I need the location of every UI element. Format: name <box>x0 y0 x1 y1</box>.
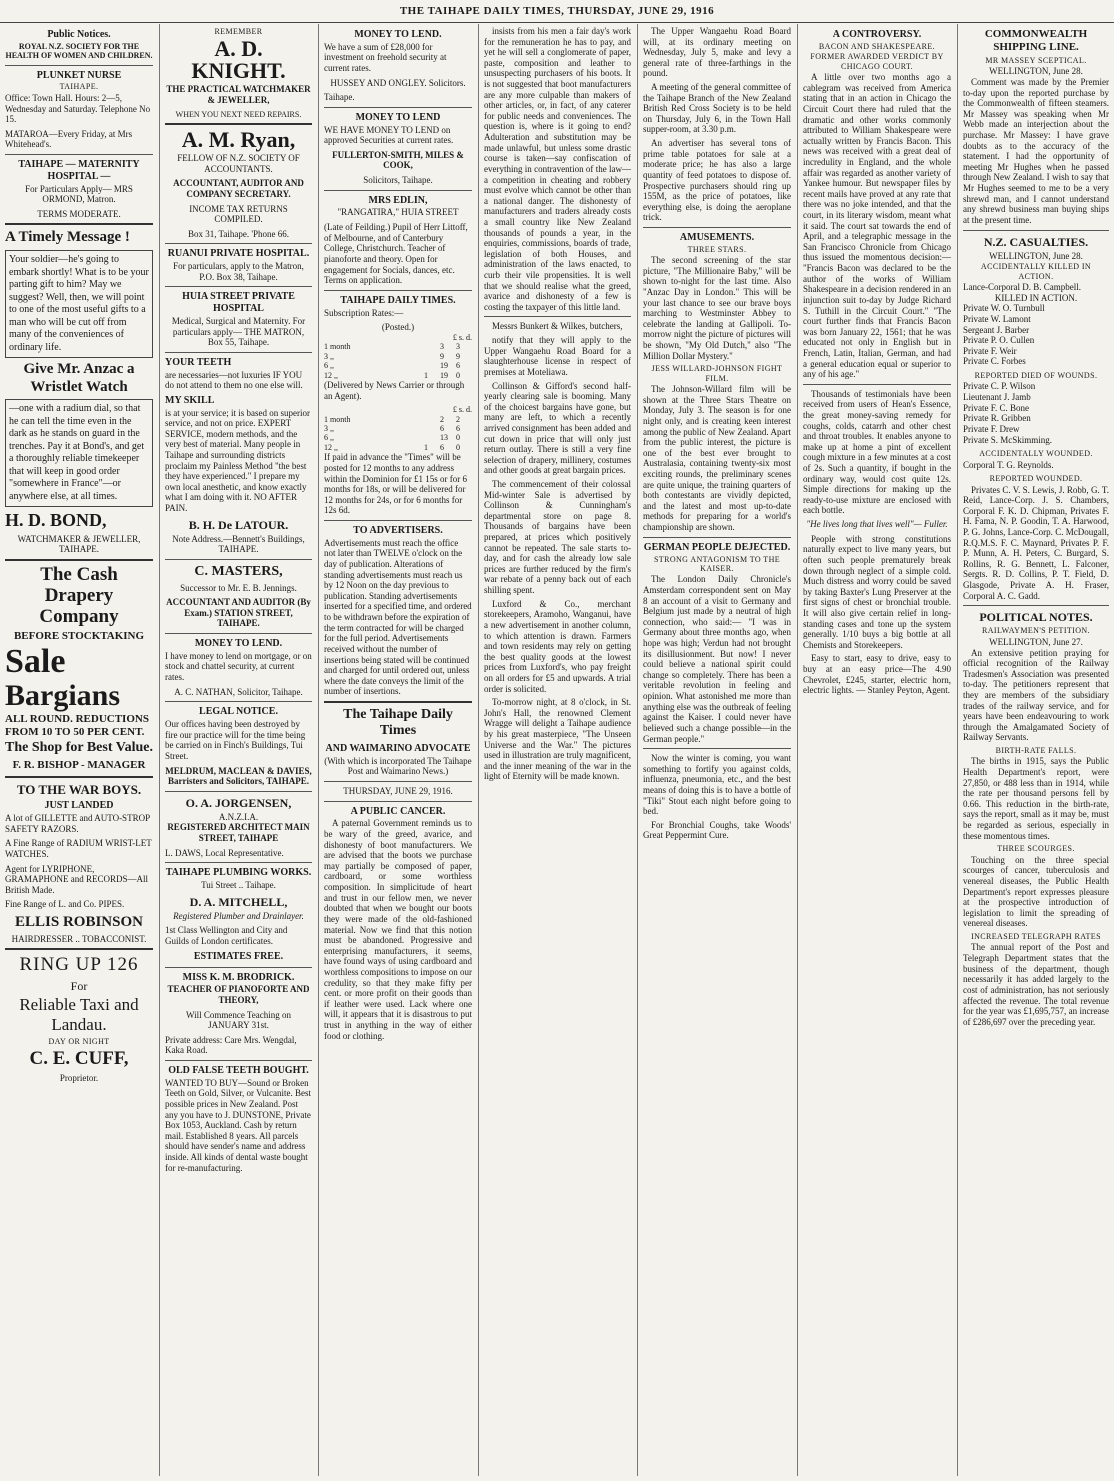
advance-terms: If paid in advance the "Times" will be posted for 12 months to any address within the Dominion for £1 15s or for 6 months for 18s, or will be delivered for 12 months for 24s, or for 6 months for 12s 6d. <box>324 452 467 516</box>
list-item: Private R. Gribben <box>963 413 1031 424</box>
column-7 <box>958 26 1114 1474</box>
potatoes-notice: An advertiser has several tons of prime table potatoes for sale at a moderate price; he has also a large quantity of feed potatoes to dispose of. Prospective purchasers should ring up 155M, as the price of potatoes, like everything else, is doing the aeroplane trick. <box>643 138 791 223</box>
divider <box>165 559 312 560</box>
shop-best-value: The Shop for Best Value. <box>5 740 153 756</box>
address-note: Note Address.—Bennett's Buildings, TAIHAPE. <box>172 533 305 555</box>
masters-role: ACCOUNTANT AND AUDITOR (By Exam.) STATION STREET, TAIHAPE. <box>166 597 311 629</box>
list-item: Private P. O. Cullen <box>963 335 1035 346</box>
reliable-taxi: Reliable Taxi and Landau. <box>19 994 139 1034</box>
ellis-trade: HAIRDRESSER .. TOBACCONIST. <box>11 933 147 944</box>
german-people-body: The London Daily Chronicle's Amsterdam correspondent sent on May 8 an account of a visit to Germany and Belgium just made by a neutral of high connection, who said:— "I was in Germany about three months ago, when hope was high; Verdun had not brought its disillusionment. But now! I never could believe a national spirit could change so completely. There has been a veritable revolution in feeling and opinion. What astonished me more than anything else was the outbreak of feeling against the Kaiser. I could never have believed such a change possible—in the German people." <box>643 574 791 744</box>
rate-shillings: 3 <box>440 342 444 352</box>
list-item: Lance-Corporal D. B. Campbell. <box>963 282 1081 293</box>
divider <box>165 701 312 702</box>
column-1 <box>0 26 158 1474</box>
cuff-role: Proprietor. <box>59 1072 99 1083</box>
estimates-free: ESTIMATES FREE. <box>193 950 284 962</box>
brodrick-role: TEACHER OF PIANOFORTE AND THEORY, <box>167 984 310 1005</box>
telegraph-rates-heading: INCREASED TELEGRAPH RATES <box>971 932 1101 942</box>
fight-film-heading: JESS WILLARD-JOHNSON FIGHT FILM. <box>651 364 783 383</box>
sale-heading: Sale <box>5 642 66 680</box>
died-of-wounds-list <box>963 381 1109 445</box>
divider <box>963 605 1109 606</box>
list-item: Private S. McSkimming. <box>963 434 1053 445</box>
brodrick-address: Private address: Care Mrs. Wengdal, Kaka Road. <box>165 1034 297 1056</box>
red-cross-notice: A meeting of the general committee of the Taihape Branch of the New Zealand British Red Cross Society is to be held on Thursday, July 6, in the Town Hall supper-room, at 3.30 p.m. <box>643 82 791 135</box>
rate-shillings: 13 <box>440 433 448 443</box>
money-to-lend-heading: MONEY TO LEND. <box>354 29 442 40</box>
divider <box>643 227 791 228</box>
shipping-line-body: Comment was made by the Premier to-day upon the reported purchase by the Commonwealth of fifteen steamers. Mr Massey was speaking when Mr Webb made an interjection about the purchase. Mr Massey: I have grave doubts as to the accuracy of the statement. I had the opportunity of meeting Mr Hughes when he passed through New Zealand. I wish to say that Mr Hughes seemed to me to be a very shrewd man, and I cannot understand any shrewd business man buying ships at the present time. <box>963 76 1109 225</box>
hussey-signature: HUSSEY AND ONGLEY. Solicitors. <box>330 77 466 88</box>
day-night: DAY OR NIGHT <box>48 1036 110 1046</box>
wellington-dateline: WELLINGTON, June 28. <box>989 66 1083 77</box>
daws-representative: L. DAWS, Local Representative. <box>165 847 284 858</box>
terms-moderate: TERMS MODERATE. <box>37 208 121 219</box>
false-teeth-heading: OLD FALSE TEETH BOUGHT. <box>168 1064 309 1076</box>
rate-pence: 3 <box>456 342 460 352</box>
column-6 <box>798 26 956 1474</box>
war-boys-heading: TO THE WAR BOYS. <box>16 781 142 797</box>
reported-wounded-heading: REPORTED WOUNDED. <box>989 474 1083 484</box>
divider <box>324 107 472 108</box>
rate-term: 12 ,, <box>324 370 338 380</box>
fight-film-body: The Johnson-Willard film will be shown at the Three Stars Theatre on Monday, July 3. The season is for one night only, and is creating keen interest among the public of New Zealand. Apart from the public interest, the picture is one of the best ever brought to Australasia, containing twenty-six most exciting rounds, the preliminary scenes are quite unique, the training quarters of both contestants are vividly depicted, and the latest and most up-to-date methods for preparing for a world's championship are shown. <box>643 384 791 533</box>
rate-term: 6 ,, <box>324 361 334 371</box>
stocktaking-heading: BEFORE STOCKTAKING <box>13 629 145 642</box>
masters-name: C. MASTERS, <box>194 564 283 580</box>
anzac-watch-body: —one with a radium dial, so that he can tell the time even in the dark as he stands on guard in the trenches. Pay it at Bond's, and get a thoroughly reliable timekeeper that will keep in good order "somewhere in France"—or anywhere else, at all times. <box>5 399 153 507</box>
lyriphone-text: Agent for LYRIPHONE, GRAMAPHONE and RECORDS—All British Made. <box>5 863 149 895</box>
rates-posted-table <box>324 333 472 380</box>
list-item: Private W. Lamont <box>963 313 1031 324</box>
rate-term: 3 ,, <box>324 351 334 361</box>
bond-trade: WATCHMAKER & JEWELLER, TAIHAPE. <box>17 533 141 555</box>
jorgensen-qualification: A.N.Z.I.A. <box>218 811 259 822</box>
divider <box>324 701 472 703</box>
ring-up-heading: RING UP 126 <box>19 954 139 976</box>
collinson-gifford-sale: Collinson & Gifford's second half-yearly clearing sale is booming. Many of the choicest bargains have gone, but many are left, to which a recently arrived consignment has been added and cut down in price that will only just return outlay. There is still a very fine selection of drapery, millinery, costumes and other goods at great bargain prices. <box>484 380 631 476</box>
rate-pounds: 1 <box>424 370 428 380</box>
birth-rate-heading: BIRTH-RATE FALLS. <box>995 746 1077 755</box>
hussey-town: Taihape. <box>324 92 355 103</box>
divider <box>165 633 312 634</box>
maternity-hospital-body: For Particulars Apply— MRS ORMOND, Matron. <box>25 183 133 205</box>
german-people-heading: GERMAN PEOPLE DEJECTED. <box>643 541 791 553</box>
rate-pounds <box>424 352 440 361</box>
radium-watches-text: A Fine Range of RADIUM WRIST-LET WATCHES. <box>5 838 152 859</box>
money-header: £ s. d. <box>452 332 472 342</box>
bishop-manager: F. R. BISHOP - MANAGER <box>12 758 146 771</box>
knight-trade: THE PRACTICAL WATCHMAKER & JEWELLER, <box>166 84 311 106</box>
road-board-notice: The Upper Wangaehu Road Board will, at its ordinary meeting on Wednesday, July 5, make and levy a general rate of three-farthings in the pound. <box>643 26 791 79</box>
casualties-dateline: WELLINGTON, June 28. <box>989 250 1083 261</box>
money-to-lend-2-body: WE HAVE MONEY TO LEND on approved Securities at current rates. <box>324 124 454 146</box>
timely-message-heading: A Timely Message ! <box>5 229 130 246</box>
list-item: Private C. P. Wilson <box>963 381 1036 392</box>
paper-title: The Taihape Daily Times <box>343 706 453 739</box>
amusements-heading: AMUSEMENTS. <box>679 231 755 243</box>
list-item: Private W. O. Turnbull <box>963 303 1045 314</box>
midwinter-sale: The commencement of their colossal Mid-winter Sale is advertised by Collinson & Cunningham's departmental store on page 8. Thousands of bargains have been prepared, at prices which positively cannot be repeated. The sale starts to-day, and for cash the already low sale prices are further reduced by the firm's war rebate of a penny back out of each shilling spent. <box>484 478 631 596</box>
nathan-signature: A. C. NATHAN, Solicitor, Taihape. <box>174 686 303 697</box>
skill-heading: MY SKILL <box>165 394 215 406</box>
divider <box>165 243 312 244</box>
edlin-address: "RANGATIRA," HUIA STREET <box>337 207 459 218</box>
knight-note: WHEN YOU NEXT NEED REPAIRS. <box>175 109 302 119</box>
fullerton-role: Solicitors, Taihape. <box>363 175 433 186</box>
lung-preserver-notice: People with strong constitutions naturally expect to live many years, but often such people prematurely break down through neglect of a simple cold. Much distress and worry could be saved by taking Baxter's Lung Preserver at the first signs of chest or bronchial trouble. It will also give certain relief in long-standing cases and tone up the system generally. 1/10 buys a big bottle at all Chemists and Storekeepers. <box>803 533 951 650</box>
accidentally-wounded-body: Corporal T. G. Reynolds. <box>963 459 1054 470</box>
ruanui-heading: RUANUI PRIVATE HOSPITAL. <box>167 248 310 260</box>
delatour-name: B. H. De LATOUR. <box>188 517 289 532</box>
edlin-name: MRS EDLIN, <box>368 194 428 206</box>
divider <box>324 781 472 782</box>
divider <box>165 352 312 353</box>
jorgensen-name: O. A. JORGENSEN, <box>185 795 292 810</box>
divider <box>324 190 472 191</box>
paper-subtitle: AND WAIMARINO ADVOCATE <box>325 742 471 754</box>
divider <box>165 286 312 287</box>
false-teeth-body: WANTED TO BUY—Sound or Broken Teeth on Gold, Silver, or Vulcanite. Best possible prices in New Zealand. Post any you have to J. DUNSTONE, Private Box 1053, Auckland. Cash by return mail. Established 8 years. All parcels should have sender's name and address inside. All kinds of dental waste bought for re-manufacturing. <box>165 1077 312 1173</box>
mitchell-certificates: 1st Class Wellington and City and Guilds of London certificates. <box>165 925 288 947</box>
mataroa-notice: MATAROA—Every Friday, at Mrs Whitehead's. <box>5 128 133 150</box>
verdict-subheading: FORMER AWARDED VERDICT BY CHICAGO COURT. <box>810 52 944 71</box>
maternity-hospital-heading: TAIHAPE — MATERNITY HOSPITAL — <box>18 158 140 182</box>
public-cancer-heading: A PUBLIC CANCER. <box>350 805 446 817</box>
list-item: Private F. C. Bone <box>963 402 1030 413</box>
delivered-label: (Delivered by News Carrier or through an Agent). <box>324 379 465 401</box>
rate-pence: 0 <box>456 433 460 443</box>
column-2 <box>160 26 317 1474</box>
killed-list <box>963 282 1109 367</box>
column-5 <box>638 26 796 1474</box>
money-to-lend-heading: MONEY TO LEND. <box>194 638 283 650</box>
shipping-line-heading: COMMONWEALTH SHIPPING LINE. <box>984 28 1088 53</box>
rate-pence: 6 <box>456 361 460 371</box>
rate-pence: 0 <box>456 442 460 452</box>
money-to-lend-body: We have a sum of £28,000 for investment on freehold security at current rates. <box>324 41 447 74</box>
just-landed-heading: JUST LANDED <box>44 800 114 812</box>
divider <box>165 123 312 125</box>
rate-pounds: 1 <box>424 442 428 452</box>
divider <box>324 290 472 291</box>
killed-heading: ACCIDENTALLY KILLED IN ACTION. <box>980 262 1092 281</box>
chevrolet-notice: Easy to start, easy to drive, easy to buy at an easy price—The 4.90 Chevrolet, £245, starter, electric horn, electric lights. — Stanley Peyton, Agent. <box>803 653 951 696</box>
divider <box>5 559 153 561</box>
divider <box>165 967 312 968</box>
divider <box>324 801 472 802</box>
rate-pounds <box>424 342 440 351</box>
legal-notice-body: Our offices having been destroyed by fire our practice will for the time being be carried on in Finch's Buildings, Tui Street. <box>165 719 306 761</box>
rate-shillings: 2 <box>440 414 444 424</box>
divider <box>165 791 312 792</box>
for-text: For <box>70 978 88 993</box>
ruanui-body: For particulars, apply to the Matron, P.O. Box 38, Taihape. <box>173 261 304 282</box>
mitchell-name: D. A. MITCHELL, <box>189 894 288 909</box>
rate-pence: 6 <box>456 424 460 434</box>
telegraph-rates-body: The annual report of the Post and Telegraph Department states that the business of the department, though necessarily it has added largely to the cost of administration, has not seriously affected the revenue. The total revenue for the year was £1,695,757, an increase of £286,697 over the preceding year. <box>963 942 1109 1027</box>
railwaymen-heading: RAILWAYMEN'S PETITION. <box>981 626 1090 636</box>
meldrum-firm: MELDRUM, MACLEAN & DAVIES, Barristers and Solicitors, TAIHAPE. <box>165 765 312 787</box>
reductions-text: ALL ROUND. REDUCTIONS FROM 10 TO 50 PER CENT. <box>5 712 149 738</box>
ryan-role: ACCOUNTANT, AUDITOR AND COMPANY SECRETARY. <box>173 178 304 199</box>
plumbing-heading: TAIHAPE PLUMBING WORKS. <box>165 867 312 879</box>
rate-pounds <box>424 433 440 442</box>
remember-label: REMEMBER <box>214 27 263 36</box>
huia-heading: HUIA STREET PRIVATE HOSPITAL <box>182 291 295 315</box>
rate-shillings: 19 <box>440 370 448 380</box>
knight-name: A. D. KNIGHT. <box>191 36 286 84</box>
divider <box>5 65 153 66</box>
rate-term: 3 ,, <box>324 424 334 434</box>
posted-label: (Posted.) <box>381 322 415 333</box>
money-to-lend-2-heading: MONEY TO LEND <box>355 111 441 123</box>
divider <box>963 230 1109 231</box>
ryan-fellow: FELLOW OF N.Z. SOCIETY OF ACCOUNTANTS. <box>177 153 300 174</box>
rate-term: 1 month <box>324 342 351 352</box>
three-scourges-heading: THREE SCOURGES. <box>997 844 1075 854</box>
bacon-shakespeare-heading: BACON AND SHAKESPEARE. <box>818 41 936 51</box>
rate-term: 1 month <box>324 414 351 424</box>
teeth-body: are necessaries—not luxuries IF YOU do not attend to them no one else will. <box>165 369 303 391</box>
mitchell-role: Registered Plumber and Drainlayer. <box>173 910 304 921</box>
divider <box>5 223 153 225</box>
brodrick-name: MISS K. M. BRODRICK. <box>182 971 295 983</box>
rate-pounds <box>424 415 440 424</box>
political-dateline: WELLINGTON, June 27. <box>989 636 1083 647</box>
brodrick-body: Will Commence Teaching on JANUARY 31st. <box>185 1009 292 1031</box>
cuff-name: C. E. CUFF, <box>29 1048 129 1070</box>
divider <box>324 520 472 521</box>
casualties-heading: N.Z. CASUALTIES. <box>983 234 1089 249</box>
ryan-box: Box 31, Taihape. 'Phone 66. <box>187 228 290 239</box>
divider <box>5 776 153 778</box>
plumbing-address: Tui Street .. Taihape. <box>201 880 276 891</box>
subscription-heading: TAIHAPE DAILY TIMES. <box>340 294 456 306</box>
died-of-wounds-heading: REPORTED DIED OF WOUNDS. <box>974 371 1098 381</box>
paper-incorporation: (With which is incorporated The Taihape Post and Waimarino News.) <box>324 755 472 777</box>
huia-body: Medical, Surgical and Maternity. For particulars apply— THE MATRON, Box 55, Taihape. <box>171 315 306 348</box>
rate-shillings: 6 <box>440 442 444 452</box>
ellis-robinson: ELLIS ROBINSON <box>15 913 143 930</box>
jorgensen-role: REGISTERED ARCHITECT MAIN STREET, TAIHAPE <box>167 822 310 844</box>
public-notices-heading: Public Notices. <box>47 29 111 40</box>
rate-shillings: 6 <box>440 424 444 434</box>
royal-society-notice: ROYAL N.Z. SOCIETY FOR THE HEALTH OF WOMEN AND CHILDREN. <box>5 41 153 61</box>
controversy-heading: A CONTROVERSY. <box>832 29 922 40</box>
tiki-stout-notice: Now the winter is coming, you want something to fortify you against colds, influenza, pneumonia, etc., and the best means of doing this is to have a bottle of "Tiki" Stout each night before going to bed. <box>643 753 791 817</box>
fullerton-firm: FULLERTON-SMITH, MILES & COOK, <box>332 149 464 171</box>
advertisers-body: Advertisements must reach the office not later than TWELVE o'clock on the day of publication. Alterations of standing advertisements must reach us by 12 Noon on the day previous to publication. Standing advertisements inserted for a specified time, and ordered to be withdrawn before the expiration of the term contracted for will be charged for the full period. Advertisements received without the number of insertions being stated will be continued and charged for until ordered out, unless where the date conveys the limit of the number of insertions. <box>324 537 472 697</box>
cash-drapery-heading: The Cash Drapery Company <box>39 563 119 627</box>
editorial-continued: insists from his men a fair day's work for the remuneration he has to pay, and yet he will sell a conglomerate of paper, paste, composition and leather to unsuspecting purchasers of his boots. It is not suggested that boot manufacturers are any more culpable than makers of other articles, or, in fact, of any caterer for public needs and conveniences. The question is, where is it going to end? Adulteration and substitution may be made unlawful, but unless some drastic course is taken—say confiscation of everything in contravention of the law—a competition in cheating and robbery must evolve which cannot be other than a national danger. The dishonesty of manufacturers and traders already costs a small country like New Zealand thousands of pounds a year, in the enquiries, commissions, boards of trade, legislation of both Houses, and administration of the laws enacted, to curb their vile propensities. It is well that we should realise what the greed, avarice and dishonesty of a few is costing the taxpayer of this little land. <box>484 26 631 312</box>
divider <box>5 948 153 950</box>
reported-wounded-body: Privates C. V. S. Lewis, J. Robb, G. T. Reid, Lance-Corp. J. S. Chambers, Corporal F. K. D. Chipman, Privates F. H. Fama, N. P. Goodin, T. A. Harwood, P. G. Johns, Lance-Corp. C. McDougall, R.Q.M.S. F. C. Maynard, Privates P. F. P. Munn, A. H. Peters, C. Burgard, S. Rollins, R. G. Bennett, L. Falconer, Sergts. R. D. Collins, P. T. Field, D. Glasgode, Private A. H. Fraser, Corporal A. C. Gadd. <box>963 484 1109 601</box>
bargains-heading: Bargians <box>5 678 121 712</box>
german-people-subheading: STRONG ANTAGONISM TO THE KAISER. <box>653 554 781 573</box>
ryan-tax: INCOME TAX RETURNS COMPILED. <box>189 203 288 225</box>
rate-shillings: 19 <box>440 361 448 371</box>
money-to-lend-body: I have money to lend on mortgage, or on stock and chattel security, at current rates. <box>165 650 312 683</box>
anzac-watch-heading: Give Mr. Anzac a Wristlet Watch <box>23 361 135 395</box>
money-header: £ s. d. <box>452 405 472 415</box>
divider <box>643 748 791 749</box>
massey-sceptical: MR MASSEY SCEPTICAL. <box>985 55 1087 65</box>
legal-notice-heading: LEGAL NOTICE. <box>199 706 278 718</box>
pipes-text: Fine Range of L. and Co. PIPES. <box>5 899 125 910</box>
rate-term: 6 ,, <box>324 433 334 443</box>
list-item: Private F. Drew <box>963 423 1020 434</box>
column-3 <box>319 26 477 1474</box>
political-notes-heading: POLITICAL NOTES. <box>979 610 1093 625</box>
plunket-nurse-heading: PLUNKET NURSE <box>36 69 122 81</box>
birth-rate-body: The births in 1915, says the Public Health Department's report, were 27,850, or 488 less than in 1914, while the rate per thousand persons fell by 0.66. This reduction in the birth-rate, says the report, small as it may be, must be regarded as serious, especially in these momentous times. <box>963 756 1109 841</box>
list-item: Sergeant J. Barber <box>963 324 1030 335</box>
three-stars-heading: THREE STARS. <box>687 244 747 254</box>
divider <box>5 154 153 155</box>
list-item: Lieutenant J. Jamb <box>963 392 1031 403</box>
subscription-rates-label: Subscription Rates:— <box>324 307 404 318</box>
divider <box>803 384 951 385</box>
butchers-notice-lead: Messrs Bunkert & Wilkes, butchers, <box>492 321 623 332</box>
issue-date: THURSDAY, JUNE 29, 1916. <box>343 786 453 796</box>
divider <box>484 316 631 317</box>
three-scourges-body: Touching on the three special scourges of cancer, tuberculosis and venereal diseases, the Public Health Department's report expresses pleasure at the prospective introduction of legislation to limit the spreading of venereal diseases. <box>963 854 1109 929</box>
luxford-notice: Luxford & Co., merchant storekeepers, Aramoho, Wanganui, have a new advertisement in another column, to which attention is drawn. Farmers and town residents may rely on getting the best quality goods at the lowest prices from Luxford's, who pay freight on all orders for £5 and upwards. A trial order is solicited. <box>484 598 631 694</box>
three-stars-body: The second screening of the star picture, "The Millionaire Baby," will be shown to-night for the last time. Also "Anzac Day in London." This will be your last chance to see our brave boys marching to Westminster Abbey to celebrate the landing at Gallipoli. To-morrow night the picture of pictures will be shown, "My Old Dutch," also "The Million Dollar Mystery." <box>643 255 791 361</box>
list-item: Private C. Forbes <box>963 356 1026 367</box>
bacon-shakespeare-body: A little over two months ago a cablegram was received from America stating that in an action in Chicago the Circuit Court there had ruled that the dramatic and other works commonly attributed to William Shakespeare were actually written by Francis Bacon. This news was received with a great deal of incredulity in England, and the whole affair was regarded as another variety of Yankee humour. But newspaper files by recent mails have proved at any rate that there was no joke intended, and that the court, in its literary wisdom, meant what it said. The court sat towards the end of April, and a telegraphic message in the San Francisco Chronicle from Chicago thus issued the momentous decision:— "Francis Bacon was declared to be the author of the works of William Shakespeare in a decision rendered in an injunction suit to-day by Judge Richard S. Tuthill in the Circuit Court." "The court further finds that Francis Bacon was born January 22, 1561; that he was educated not only in English but in French, Latin, Italian, German, and had a general education equal or superior to any of his age." <box>803 72 951 380</box>
rate-pence: 0 <box>456 370 460 380</box>
edlin-body: (Late of Feilding.) Pupil of Herr Littoff, of Melbourne, and of Canterbury College, Christchurch. Teacher of pianoforte and theory. Open for engagement for Socials, dances, etc. Terms on application. <box>324 222 468 286</box>
rate-term: 12 ,, <box>324 442 338 452</box>
rate-pounds <box>424 424 440 433</box>
butchers-notice-body: notify that they will apply to the Upper Wangaehu Road Board for a slaughterhouse license in respect of premises at Moteliawa. <box>484 335 631 377</box>
divider <box>165 1060 312 1061</box>
rate-pence: 2 <box>456 414 460 424</box>
rates-delivered-table <box>324 405 472 452</box>
ryan-name: A. M. Ryan, <box>181 127 296 153</box>
railwaymen-body: An extensive petition praying for official recognition of the Railway Tradesmen's Association was presented to-day. The petitioners represent that they are members of the subsidiary trades of the railway service, and for years have been endeavouring to work through the Amalgamated Society of Railway Servants. <box>963 647 1109 743</box>
divider <box>165 862 312 863</box>
list-item: KILLED IN ACTION. <box>994 292 1078 303</box>
razors-text: A lot of GILLETTE and AUTO-STROP SAFETY RAZORS. <box>5 813 150 834</box>
rate-pence: 9 <box>456 351 460 361</box>
public-cancer-body: A paternal Government reminds us to be wary of the greed, avarice, and dishonesty of boot manufacturers. We are advised that the boots we purchase may partially be composed of paper, cardboard, or some worthless composition. In simplicitude of heart and trust in our fellow men, we never doubted that when we bought our boots they were made of the old-fashioned material. Now we find that this notion must be abandoned. Progressive and enterprising manufacturers, it seems, have found ways of using cardboard and worthless compositions to impose on our credulity, so that they make fifty per cent. or more profit on their goods than if leather were used. Lack where one will, it appears that it is disastrous to put trust in anything in the way of either food or clothing. <box>324 818 472 1041</box>
plunket-location: TAIHAPE. <box>59 82 99 92</box>
wragge-pictures: To-morrow night, at 8 o'clock, in St. John's Hall, the renowned Clement Wragge will delight a Taihape audience by his great masterpiece, "The Unseen Universe and the War." The pictures used in illustration are truly magnificent, and the inner meaning of the war in the light of Eternity will be made known. <box>484 697 631 782</box>
masthead: THE TAIHAPE DAILY TIMES, THURSDAY, JUNE 29, 1916 <box>0 0 1114 23</box>
teeth-heading: YOUR TEETH <box>165 356 232 368</box>
rate-pounds <box>424 361 440 370</box>
timely-message-body: Your soldier—he's going to embark shortly! What is to be your parting gift to him? May we suggest? Well, then, we will point to one of the most useful gifts to a man who will be cut off from many of the conveniences of ordinary life. <box>5 250 153 358</box>
list-item: Private F. Weir <box>963 345 1017 356</box>
divider <box>643 537 791 538</box>
plunket-hours: Office: Town Hall. Hours: 2—5, Wednesday and Saturday. Telephone No 15. <box>5 92 151 125</box>
heans-essence-notice: Thousands of testimonials have been received from users of Hean's Essence, the great money-saving remedy for coughs, colds, catarrh and other chest and throat troubles. It enables anyone to make up at home a pint of excellent cough mixture in a few minutes at a cost of 2s. Such a quantity, if bought in the ordinary way, would cost quite 12s. Simple directions for making up the ready-to-use mixture are enclosed with each bottle. <box>803 388 951 516</box>
bronchial-notice: For Bronchial Coughs, take Woods' Great Peppermint Cure. <box>643 819 791 841</box>
masters-successor: Successor to Mr. E. B. Jennings. <box>180 582 297 593</box>
accidentally-wounded-heading: ACCIDENTALLY WOUNDED. <box>979 449 1093 459</box>
column-4 <box>479 26 636 1474</box>
skill-body: is at your service; it is based on superior service, and not on price. EXPERT SERVICE, modern methods, and the very best of material. Many people in Taihape and surrounding districts proclaim my Painless Method "the best they have experienced." I prepare my own local anesthetic, and know exactly what I am doing with it. NO AFTER PAIN. <box>165 407 310 514</box>
rate-shillings: 9 <box>440 351 444 361</box>
advertisers-heading: TO ADVERTISERS. <box>353 525 443 537</box>
bond-name: H. D. BOND, <box>5 510 107 531</box>
fuller-quote: "He lives long that lives well"— Fuller. <box>806 519 948 530</box>
